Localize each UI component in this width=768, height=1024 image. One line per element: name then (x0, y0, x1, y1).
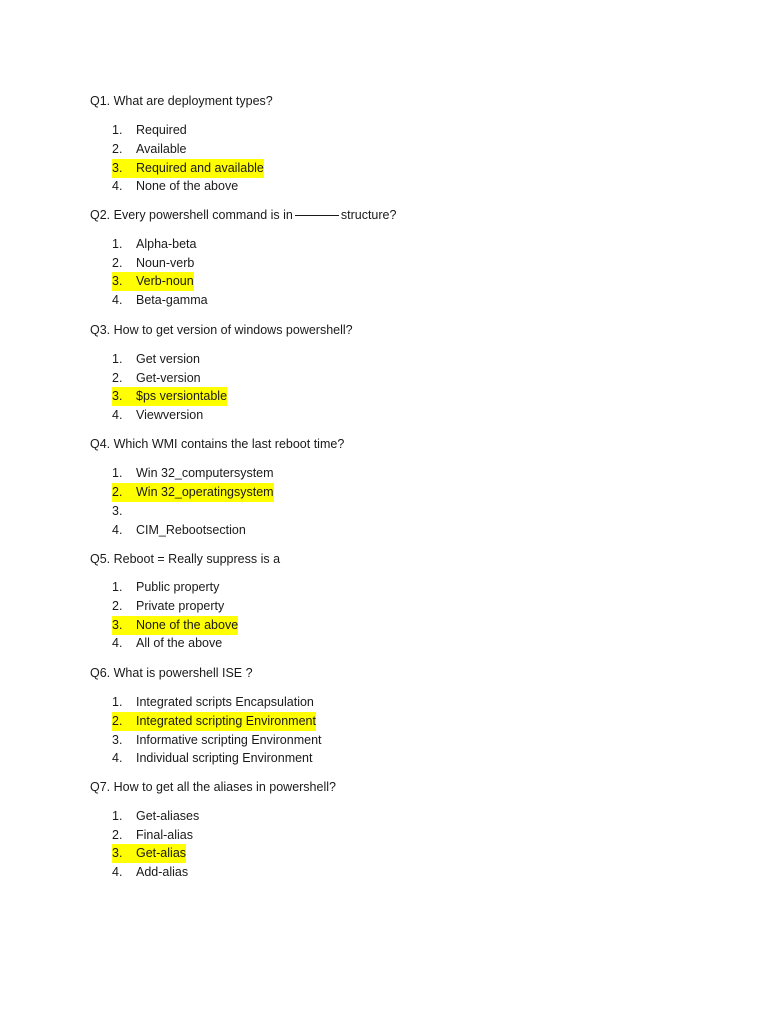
option-number: 3. (112, 274, 123, 288)
option-text: CIM_Rebootsection (136, 523, 246, 537)
option-text: Individual scripting Environment (136, 751, 313, 765)
option-text: None of the above (136, 618, 239, 632)
question-2-text-after: structure? (340, 208, 397, 222)
question-2 (90, 206, 396, 224)
option-text: Integrated scripts Encapsulation (136, 695, 314, 709)
q7-option-3-answer (112, 844, 186, 863)
q6-option-2-answer (112, 712, 316, 731)
option-text: None of the above (136, 179, 239, 193)
option-number: 3. (112, 733, 123, 747)
q2-option-1 (112, 235, 196, 254)
option-text: Final-alias (136, 828, 193, 842)
option-number: 2. (112, 485, 123, 499)
option-text: Add-alias (136, 865, 189, 879)
option-number: 1. (112, 580, 123, 594)
option-text: Win 32_computersystem (136, 466, 274, 480)
option-number: 4. (112, 751, 123, 765)
q3-option-3-answer (112, 387, 227, 406)
option-number: 1. (112, 123, 123, 137)
q5-option-1 (112, 578, 219, 597)
option-text: $ps versiontable (136, 389, 228, 403)
option-text: Get-aliases (136, 809, 200, 823)
option-text: Noun-verb (136, 256, 195, 270)
option-text: Required and available (136, 161, 264, 175)
q1-option-4 (112, 177, 238, 196)
option-number: 4. (112, 408, 123, 422)
option-number: 4. (112, 523, 123, 537)
q3-option-4 (112, 406, 203, 425)
option-text: Informative scripting Environment (136, 733, 322, 747)
question-5: Q5. Reboot = Really suppress is a (90, 552, 281, 566)
option-text: Required (136, 123, 187, 137)
option-number: 1. (112, 809, 123, 823)
option-text: Available (136, 142, 187, 156)
option-number: 1. (112, 237, 123, 251)
q4-option-1 (112, 464, 274, 483)
option-text: Public property (136, 580, 220, 594)
q2-option-2 (112, 254, 194, 273)
q5-option-3-answer (112, 616, 238, 635)
option-number: 3. (112, 846, 123, 860)
option-number: 2. (112, 256, 123, 270)
option-text: Get version (136, 352, 200, 366)
option-text: Get-version (136, 371, 201, 385)
question-4: Q4. Which WMI contains the last reboot time? (90, 437, 345, 451)
option-number: 2. (112, 828, 123, 842)
question-6: Q6. What is powershell ISE ? (90, 666, 253, 680)
q1-option-1 (112, 121, 187, 140)
fill-in-blank (295, 215, 339, 216)
option-number: 4. (112, 293, 123, 307)
q4-option-2-answer (112, 483, 274, 502)
q7-option-2 (112, 826, 193, 845)
option-text: Beta-gamma (136, 293, 208, 307)
option-number: 3. (112, 161, 123, 175)
q5-option-2 (112, 597, 224, 616)
option-number: 2. (112, 142, 123, 156)
option-text: Get-alias (136, 846, 187, 860)
q2-option-4 (112, 291, 208, 310)
option-number: 3. (112, 504, 123, 518)
q5-option-4 (112, 634, 222, 653)
option-text: Private property (136, 599, 225, 613)
q1-option-3-answer (112, 159, 264, 178)
option-text: All of the above (136, 636, 223, 650)
q2-option-3-answer (112, 272, 194, 291)
q4-option-3 (112, 502, 136, 521)
question-1: Q1. What are deployment types? (90, 94, 273, 108)
option-number: 2. (112, 599, 123, 613)
option-text: Verb-noun (136, 274, 194, 288)
option-number: 4. (112, 636, 123, 650)
option-number: 4. (112, 865, 123, 879)
option-text: Integrated scripting Environment (136, 714, 316, 728)
q6-option-3 (112, 731, 322, 750)
option-text: Viewversion (136, 408, 204, 422)
q3-option-1 (112, 350, 200, 369)
question-7: Q7. How to get all the aliases in powershell? (90, 780, 336, 794)
option-number: 2. (112, 714, 123, 728)
q7-option-1 (112, 807, 199, 826)
option-text: Win 32_operatingsystem (136, 485, 274, 499)
question-2-text-before: Q2. Every powershell command is in (90, 208, 293, 222)
q6-option-4 (112, 749, 312, 768)
option-number: 1. (112, 695, 123, 709)
option-number: 1. (112, 466, 123, 480)
option-number: 1. (112, 352, 123, 366)
option-number: 2. (112, 371, 123, 385)
q7-option-4 (112, 863, 188, 882)
question-3: Q3. How to get version of windows powershell? (90, 323, 353, 337)
option-number: 3. (112, 618, 123, 632)
q6-option-1 (112, 693, 314, 712)
q3-option-2 (112, 369, 201, 388)
option-text: Alpha-beta (136, 237, 197, 251)
q4-option-4 (112, 521, 246, 540)
option-number: 3. (112, 389, 123, 403)
option-number: 4. (112, 179, 123, 193)
q1-option-2 (112, 140, 187, 159)
